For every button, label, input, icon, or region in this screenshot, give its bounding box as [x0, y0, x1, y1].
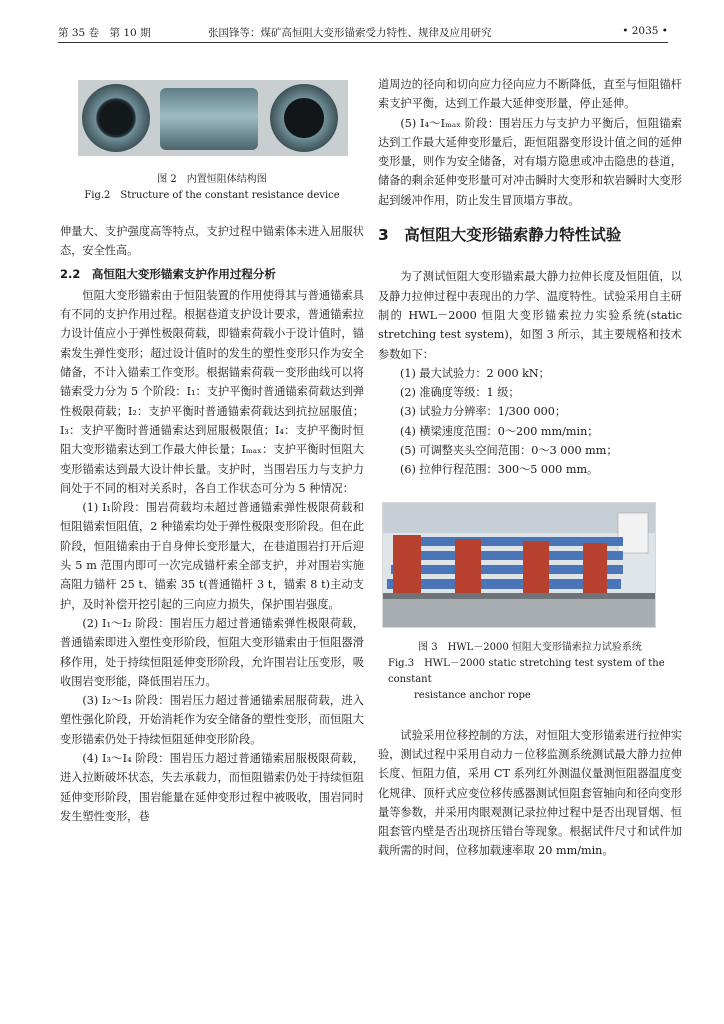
- spec-item: (1) 最大试验力：2 000 kN；: [400, 366, 550, 380]
- figure-3-caption-cn: 图 3 HWL－2000 恒阻大变形锚索拉力试验系统: [418, 641, 642, 653]
- paragraph: (5) I₄～Iₘₐₓ 阶段：围岩压力与支护力平衡后，恒阻锚索达到工作最大延伸变形量后，距恒阻器变形设计值之间的延伸变形量，则作为安全储备，对有塌方隐患或冲击隐患的巷道，储备的剩余延伸变形量可对冲击瞬时大变形和软岩瞬时大变形起到缓冲作用，防止发生冒顶塌方事故。: [378, 116, 682, 207]
- section-heading-3: 3 高恒阻大变形锚索静力特性试验: [378, 226, 622, 245]
- paragraph: 试验采用位移控制的方法，对恒阻大变形锚索进行拉伸实验，测试过程中采用自动力－位移监测系统测试最大静力拉伸长度、恒阻力值，采用 CT 系列红外测温仪量测恒阻器温度变化规律、顶杆式应变位移传感器测试恒阻套管轴向和径向变形量等参数，并采用肉眼观测记录拉伸过程中是否出现冒烟、恒阻套管内壁是否出现挤压错台等现象。根据试件尺寸和试件加载所需的时间，位移加载速率取 20 mm/min。: [378, 728, 682, 858]
- paragraph: (1) I₁阶段：围岩荷载均未超过普通锚索弹性极限荷载和恒阻锚索恒阻值，2 种锚索均处于弹性极限变形阶段。但在此阶段，恒阻锚索由于自身伸长变形量大，在巷道围岩打开后迎头 5 m 范围内即可一次完成锚杆索全部支护，并对围岩实施高阻力锚杆 25 t、锚索 35 t(普通锚杆 3 t，锚索 8 t)主动支护，及时补偿开挖引起的三向应力损失，保护围岩强度。: [60, 501, 364, 611]
- left-column: [60, 48, 364, 826]
- spec-list: [378, 364, 682, 480]
- paragraph: 为了测试恒阻大变形锚索最大静力拉伸长度及恒阻值，以及静力拉伸过程中表现出的力学、温度特性。试验采用自主研制的 HWL－2000 恒阻大变形锚索拉力实验系统(static stretching test system)，如图 3 所示，其主要规格和技术参数如下：: [378, 270, 682, 361]
- figure-2-caption-en: Fig.2 Structure of the constant resistance device: [84, 190, 340, 201]
- page-number: • 2035 •: [622, 25, 668, 37]
- section-heading-2-2: 2.2 高恒阻大变形锚索支护作用过程分析: [60, 266, 276, 281]
- right-column: [378, 75, 682, 861]
- paragraph: 道周边的径向和切向应力径向应力不断降低，直至与恒阻锚杆索支护平衡，达到工作最大延伸变形量，停止延伸。: [378, 78, 682, 111]
- spec-item: (3) 试验力分辨率：1/300 000；: [400, 405, 567, 419]
- figure-3-caption-en: Fig.3 HWL－2000 static stretching test system of the constant: [388, 657, 665, 685]
- running-header: [58, 22, 668, 43]
- paragraph: 恒阻大变形锚索由于恒阻装置的作用使得其与普通锚索具有不同的支护作用过程。根据巷道支护设计要求，普通锚索拉力设计值应小于弹性极限荷载，即锚索荷载小于设计值时，锚索发生弹性变形；超过设计值时的发生的塑性变形只作为安全储备，不计入锚索工作变形。根据锚索荷载－变形曲线可以将锚索受力分为 5 个阶段：I₁：支护平衡时普通锚索荷载达到弹性极限荷载；I₂：支护平衡时普通锚索荷载达到抗拉屈服值；I₃：支护平衡时普通锚索达到屈服极限值；I₄：支护平衡时恒阻大变形锚索达到工作最大伸长量；Iₘₐₓ：支护平衡时恒阻大变形锚索达到最大设计伸长量。支护时，当围岩压力与支护力间处于不同的相对关系时，各自工作状态可分为 5 种情况：: [60, 288, 364, 495]
- paragraph: (2) I₁～I₂ 阶段：围岩压力超过普通锚索弹性极限荷载，普通锚索即进入塑性变形阶段，恒阻大变形锚索由于恒阻器滑移作用，处于持续恒阻延伸变形阶段，允许围岩让压变形，吸收围岩变形能，降低围岩压力。: [60, 616, 364, 688]
- journal-volume: 第 35 卷 第 10 期: [58, 27, 151, 39]
- figure-2: [78, 80, 348, 156]
- spec-item: (4) 横梁速度范围：0～200 mm/min；: [400, 424, 599, 438]
- spec-item: (5) 可调整夹头空间范围：0～3 000 mm；: [400, 444, 618, 458]
- spec-item: (6) 拉伸行程范围：300～5 000 mm。: [400, 463, 599, 477]
- spec-item: (2) 准确度等级：1 级；: [400, 386, 520, 400]
- figure-3-caption-en-continued: resistance anchor rope: [414, 689, 531, 701]
- paragraph: 伸量大、支护强度高等特点，支护过程中锚索体未进入屈服状态，安全性高。: [60, 225, 364, 258]
- constant-resistance-device-photo: [78, 80, 348, 156]
- figure-2-caption-cn: 图 2 内置恒阻体结构图: [157, 174, 267, 185]
- running-title: 张国锋等：煤矿高恒阻大变形锚索受力特性、规律及应用研究: [208, 27, 492, 39]
- paragraph: (4) I₃～I₄ 阶段：围岩压力超过普通锚索屈服极限荷载，进入拉断破坏状态，失去承载力，而恒阻锚索仍处于持续恒阻延伸变形阶段，围岩能量在延伸变形过程中被吸收，围岩同时发生塑性变形，巷: [60, 752, 364, 823]
- figure-3: [382, 502, 656, 628]
- test-system-photo: [383, 503, 655, 627]
- paragraph: (3) I₂～I₃ 阶段：围岩压力超过普通锚索屈服荷载，进入塑性强化阶段，开始消耗作为安全储备的塑性变形，而恒阻大变形锚索仍处于持续恒阻延伸变形阶段。: [60, 694, 364, 746]
